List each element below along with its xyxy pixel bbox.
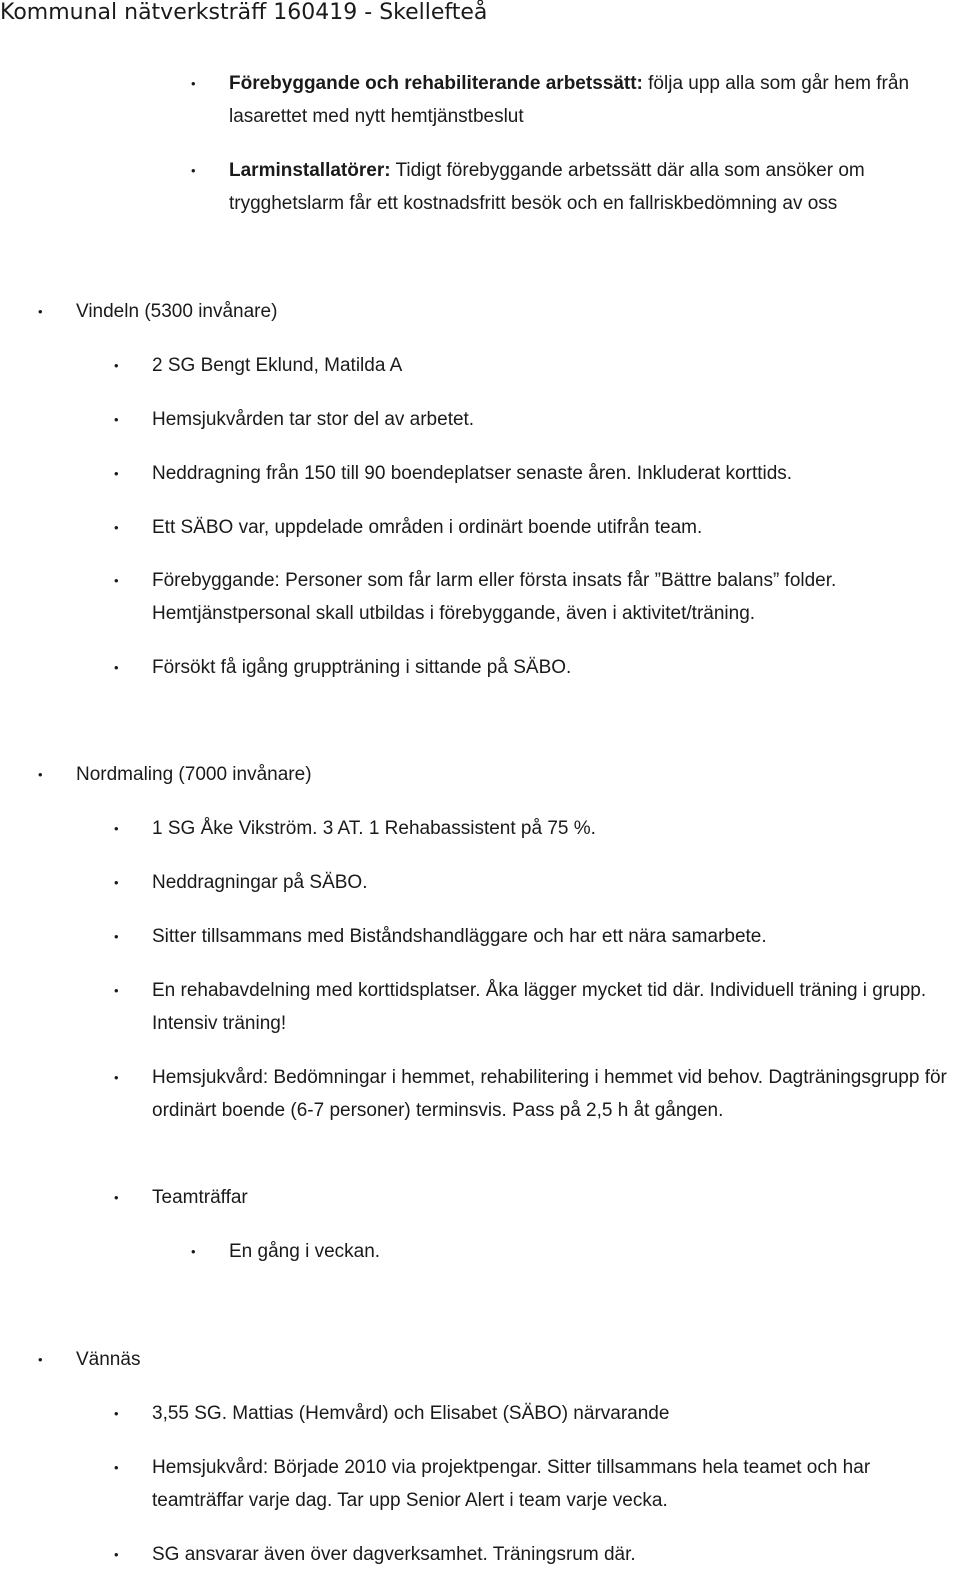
- item-text: 1 SG Åke Vikström. 3 AT. 1 Rehabassistent på 75 %.: [152, 818, 596, 839]
- item-text: En rehabavdelning med korttidsplatser. Åka lägger mycket tid där. Individuell träning i grupp. Intensiv träning!: [152, 980, 927, 1034]
- section-heading-nordmaling: [38, 758, 946, 791]
- bullet-icon: •: [114, 929, 119, 944]
- list-item: [114, 651, 957, 684]
- bullet-icon: •: [114, 520, 119, 535]
- list-item: [114, 1397, 957, 1430]
- bullet-icon: •: [114, 1070, 119, 1085]
- bullet-icon: •: [114, 821, 119, 836]
- item-text: Teamträffar: [152, 1187, 248, 1208]
- list-item: [114, 974, 957, 1040]
- list-item: [191, 154, 949, 220]
- list-item: [114, 1061, 957, 1127]
- item-text: En gång i veckan.: [229, 1241, 381, 1262]
- section-heading-vindeln: [38, 295, 946, 328]
- page-title: Kommunal nätverksträff 160419 - Skellefteå: [0, 0, 488, 25]
- item-text: Tidigt förebyggande arbetssätt där alla som ansöker om trygghetslarm får ett kostnadsfritt besök och en fallriskbedömning av oss: [229, 160, 865, 214]
- item-text: Sitter tillsammans med Biståndshandläggare och har ett nära samarbete.: [152, 926, 767, 947]
- bullet-icon: •: [114, 412, 119, 427]
- bullet-icon: •: [38, 767, 43, 782]
- bullet-icon: •: [114, 1460, 119, 1475]
- list-item: [114, 1181, 957, 1214]
- list-item: [114, 1538, 957, 1571]
- list-item: [114, 866, 957, 899]
- bullet-icon: •: [114, 660, 119, 675]
- bullet-icon: •: [114, 358, 119, 373]
- list-item: [114, 564, 957, 630]
- bullet-icon: •: [114, 875, 119, 890]
- bullet-icon: •: [38, 304, 43, 319]
- item-text: följa upp alla som går hem från lasarettet med nytt hemtjänstbeslut: [229, 73, 910, 127]
- item-text: Förebyggande: Personer som får larm eller första insats får ”Bättre balans” folder. Hemtjänstpersonal skall utbildas i förebyggande, även i aktivitet/träning.: [152, 570, 837, 624]
- list-subitem: [191, 1235, 949, 1268]
- list-item: [114, 457, 957, 490]
- bullet-icon: •: [191, 76, 196, 91]
- list-item: [114, 920, 957, 953]
- item-text: 3,55 SG. Mattias (Hemvård) och Elisabet (SÄBO) närvarande: [152, 1403, 670, 1424]
- section-heading-text: Vindeln (5300 invånare): [76, 301, 278, 322]
- item-text: Neddragning från 150 till 90 boendeplatser senaste åren. Inkluderat korttids.: [152, 463, 793, 484]
- list-item: [114, 1451, 957, 1517]
- list-item: [114, 511, 957, 544]
- section-heading-text: Nordmaling (7000 invånare): [76, 764, 312, 785]
- list-item: [114, 403, 957, 436]
- bullet-icon: •: [114, 466, 119, 481]
- bullet-icon: •: [114, 1547, 119, 1562]
- item-text: Hemsjukvård: Började 2010 via projektpengar. Sitter tillsammans hela teamet och har teamträffar varje dag. Tar upp Senior Alert i team varje vecka.: [152, 1457, 871, 1511]
- list-item: [191, 67, 949, 133]
- item-text: 2 SG Bengt Eklund, Matilda A: [152, 355, 403, 376]
- bullet-icon: •: [191, 163, 196, 178]
- bullet-icon: •: [114, 1406, 119, 1421]
- item-label: Förebyggande och rehabiliterande arbetssätt:: [229, 73, 643, 94]
- list-item: [114, 349, 957, 382]
- item-label: Larminstallatörer:: [229, 160, 391, 181]
- bullet-icon: •: [114, 983, 119, 998]
- list-item: [114, 812, 957, 845]
- section-heading-vannas: [38, 1343, 946, 1376]
- bullet-icon: •: [114, 1190, 119, 1205]
- item-text: Hemsjukvård: Bedömningar i hemmet, rehabilitering i hemmet vid behov. Dagträningsgrupp för ordinärt boende (6-7 personer) terminsvis. Pass på 2,5 h åt gången.: [152, 1067, 947, 1121]
- bullet-icon: •: [191, 1244, 196, 1259]
- item-text: Ett SÄBO var, uppdelade områden i ordinärt boende utifrån team.: [152, 517, 703, 538]
- item-text: Hemsjukvården tar stor del av arbetet.: [152, 409, 475, 430]
- bullet-icon: •: [114, 573, 119, 588]
- bullet-icon: •: [38, 1352, 43, 1367]
- item-text: Neddragningar på SÄBO.: [152, 872, 368, 893]
- item-text: Försökt få igång gruppträning i sittande på SÄBO.: [152, 657, 572, 678]
- section-heading-text: Vännäs: [76, 1349, 141, 1370]
- item-text: SG ansvarar även över dagverksamhet. Träningsrum där.: [152, 1544, 636, 1565]
